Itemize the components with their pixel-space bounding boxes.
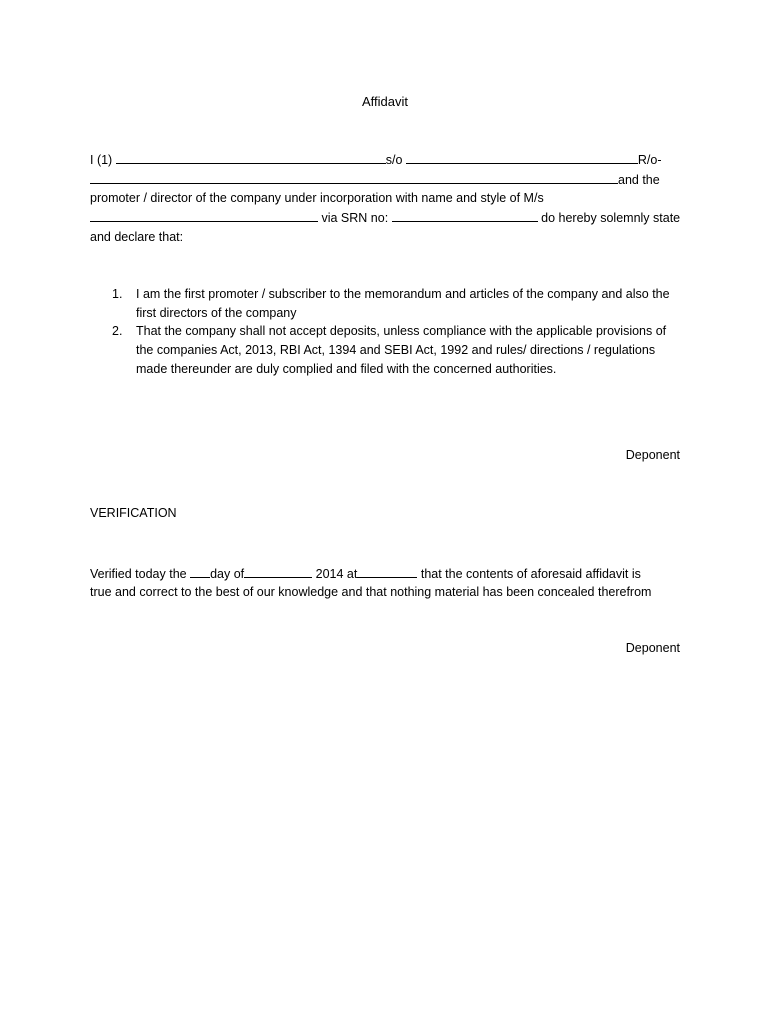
verification-line-2: true and correct to the best of our knowledge and that nothing material has been concealed therefrom [90, 585, 652, 599]
declaration-number: 2. [112, 324, 123, 338]
father-name-blank[interactable] [406, 150, 638, 164]
intro-line-4 [90, 208, 680, 227]
and-the-label: and the [618, 173, 660, 187]
year-at-label: 2014 at [315, 567, 358, 581]
declaration-text: That the company shall not accept deposits, unless compliance with the applicable provisions of the companies Act, 2013, RBI Act, 1394 and SEBI Act, 1992 and rules/ directions / regulations made thereunder are duly complied and filed with the concerned authorities. [136, 324, 667, 376]
intro-prefix: I (1) [90, 153, 113, 167]
deponent-signature-label: Deponent [625, 641, 680, 655]
deponent-signature-label: Deponent [625, 448, 680, 462]
company-name-blank[interactable] [90, 208, 318, 222]
verified-label: Verified today the [90, 567, 187, 581]
intro-line-1 [90, 150, 680, 169]
document-title: Affidavit [361, 94, 408, 109]
day-blank[interactable] [190, 564, 210, 578]
intro-line-3: promoter / director of the company under incorporation with name and style of M/s [90, 191, 544, 205]
srn-number-blank[interactable] [392, 208, 538, 222]
declaration-number: 1. [112, 287, 123, 301]
verification-heading: VERIFICATION [90, 506, 177, 520]
place-blank[interactable] [357, 564, 417, 578]
so-label: s/o [385, 153, 403, 167]
name-blank[interactable] [116, 150, 386, 164]
address-blank[interactable] [90, 170, 618, 184]
month-blank[interactable] [244, 564, 312, 578]
via-srn-label: via SRN no: [321, 211, 389, 225]
state-label: do hereby solemnly state [541, 211, 681, 225]
day-of-label: day of [210, 567, 245, 581]
declaration-text: I am the first promoter / subscriber to the memorandum and articles of the company and also the first directors of the company [136, 287, 670, 320]
ro-label: R/o- [637, 153, 662, 167]
verification-rest: that the contents of aforesaid affidavit is [420, 567, 641, 581]
verification-line-1 [90, 564, 680, 583]
intro-line-5: and declare that: [90, 230, 184, 244]
intro-line-2 [90, 170, 680, 189]
